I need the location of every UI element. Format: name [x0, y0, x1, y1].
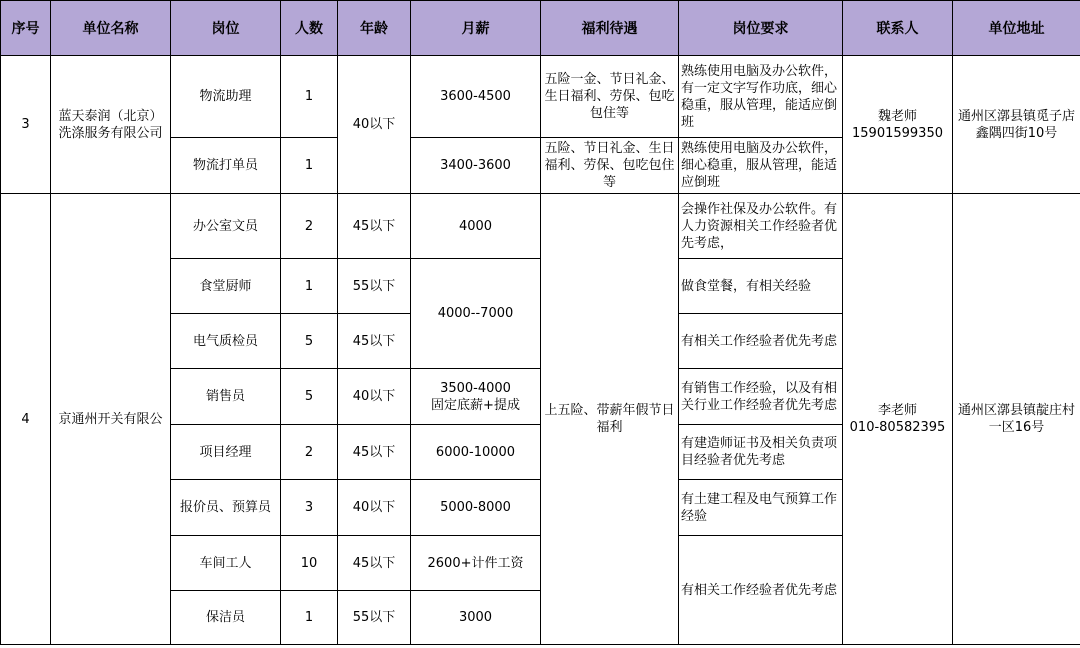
job-welfare: 上五险、带薪年假节日福利	[541, 194, 679, 645]
job-count: 1	[281, 138, 338, 194]
job-title: 物流打单员	[171, 138, 281, 194]
header-salary: 月薪	[411, 1, 541, 56]
job-age: 40以下	[338, 369, 411, 425]
job-salary: 3000	[411, 591, 541, 645]
unit-no: 4	[1, 194, 51, 645]
table-row	[1, 194, 1080, 259]
job-count: 1	[281, 56, 338, 138]
job-title: 电气质检员	[171, 314, 281, 369]
job-title: 物流助理	[171, 56, 281, 138]
job-count: 3	[281, 480, 338, 536]
job-age: 55以下	[338, 591, 411, 645]
job-count: 10	[281, 536, 338, 591]
job-count: 5	[281, 369, 338, 425]
job-count: 1	[281, 591, 338, 645]
job-salary: 4000	[411, 194, 541, 259]
unit-address: 通州区漷县镇靛庄村一区16号	[953, 194, 1080, 645]
unit-address: 通州区漷县镇觅子店鑫隅四街10号	[953, 56, 1080, 194]
header-address: 单位地址	[953, 1, 1080, 56]
table-row	[1, 56, 1080, 138]
unit-no: 3	[1, 56, 51, 194]
header-no: 序号	[1, 1, 51, 56]
job-requirements: 会操作社保及办公软件。有人力资源相关工作经验者优先考虑，	[679, 194, 843, 259]
job-age: 45以下	[338, 536, 411, 591]
job-count: 5	[281, 314, 338, 369]
job-requirements: 熟练使用电脑及办公软件，有一定文字写作功底，细心稳重，服从管理，能适应倒班	[679, 56, 843, 138]
job-requirements: 有土建工程及电气预算工作经验	[679, 480, 843, 536]
job-requirements: 有建造师证书及相关负责项目经验者优先考虑	[679, 425, 843, 480]
unit-name: 蓝天泰润（北京）洗涤服务有限公司	[51, 56, 171, 194]
job-title: 项目经理	[171, 425, 281, 480]
job-welfare: 五险一金、节日礼金、生日福利、劳保、包吃包住等	[541, 56, 679, 138]
job-title: 报价员、预算员	[171, 480, 281, 536]
header-unit-name: 单位名称	[51, 1, 171, 56]
job-welfare: 五险、节日礼金、生日福利、劳保、包吃包住等	[541, 138, 679, 194]
job-salary: 3500-4000 固定底薪+提成	[411, 369, 541, 425]
job-salary: 2600+计件工资	[411, 536, 541, 591]
header-welfare: 福利待遇	[541, 1, 679, 56]
header-contact: 联系人	[843, 1, 953, 56]
header-requirements: 岗位要求	[679, 1, 843, 56]
job-requirements: 熟练使用电脑及办公软件，细心稳重，服从管理，能适应倒班	[679, 138, 843, 194]
header-count: 人数	[281, 1, 338, 56]
job-salary: 3600-4500	[411, 56, 541, 138]
job-salary: 4000--7000	[411, 259, 541, 369]
job-requirements: 做食堂餐，有相关经验	[679, 259, 843, 314]
job-salary: 5000-8000	[411, 480, 541, 536]
contact-person: 魏老师 15901599350	[843, 56, 953, 194]
job-requirements: 有相关工作经验者优先考虑	[679, 536, 843, 645]
job-age: 45以下	[338, 194, 411, 259]
job-age: 55以下	[338, 259, 411, 314]
job-count: 2	[281, 425, 338, 480]
header-age: 年龄	[338, 1, 411, 56]
job-requirements: 有相关工作经验者优先考虑	[679, 314, 843, 369]
header-position: 岗位	[171, 1, 281, 56]
header-row	[1, 1, 1080, 56]
contact-person: 李老师 010-80582395	[843, 194, 953, 645]
job-count: 1	[281, 259, 338, 314]
job-title: 保洁员	[171, 591, 281, 645]
job-count: 2	[281, 194, 338, 259]
job-age: 45以下	[338, 425, 411, 480]
job-requirements: 有销售工作经验，以及有相关行业工作经验者优先考虑	[679, 369, 843, 425]
job-age: 40以下	[338, 480, 411, 536]
job-age: 45以下	[338, 314, 411, 369]
job-title: 销售员	[171, 369, 281, 425]
job-salary: 6000-10000	[411, 425, 541, 480]
unit-name: 京通州开关有限公	[51, 194, 171, 645]
job-salary: 3400-3600	[411, 138, 541, 194]
job-title: 办公室文员	[171, 194, 281, 259]
job-title: 食堂厨师	[171, 259, 281, 314]
job-title: 车间工人	[171, 536, 281, 591]
job-age: 40以下	[338, 56, 411, 194]
